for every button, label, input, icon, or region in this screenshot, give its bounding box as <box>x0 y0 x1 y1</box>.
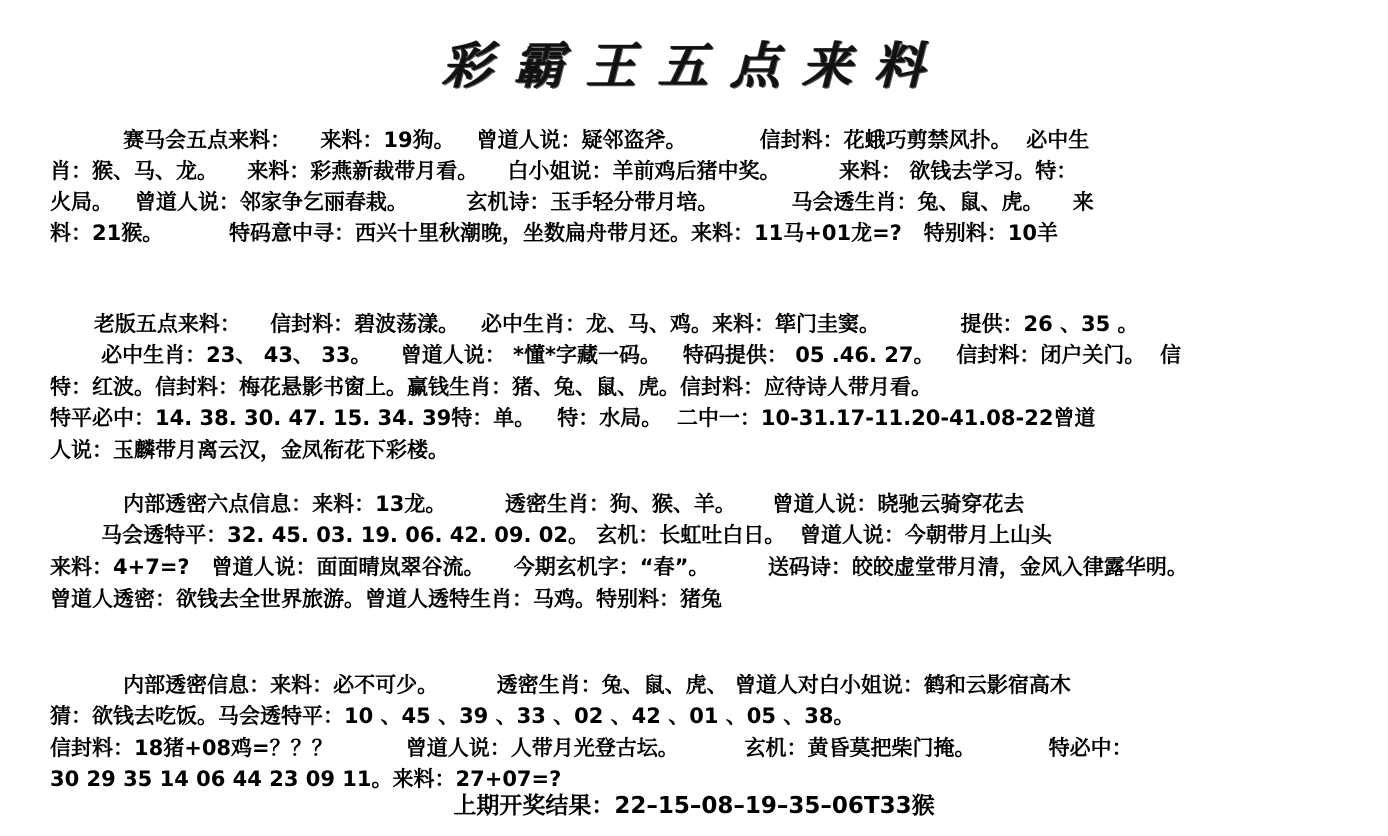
text-line-14: 内部透密信息：来料：必不可少。 透密生肖：兔、鼠、虎、 曾道人对白小姐说：鹤和云影宿高木 <box>50 673 1071 697</box>
text-line-6: 必中生肖：23、 43、 33。 曾道人说： *懂*字藏一码。 特码提供： 05 .46. 27。 信封料：闭户关门。 信 <box>50 343 1182 367</box>
text-line-8: 特平必中：14. 38. 30. 47. 15. 34. 39特：单。 特：水局。 二中一：10-31.17-11.20-41.08-22曾道 <box>50 406 1096 430</box>
previous-draw-result: 上期开奖结果：22–15–08–19–35–06T33猴 <box>453 793 935 819</box>
text-line-5: 老版五点来料： 信封料：碧波荡漾。 必中生肖：龙、马、鸡。来料：筚门圭窦。 提供：26 、35 。 <box>50 312 1139 336</box>
text-line-16: 信封料：18猪+08鸡=？？？ 曾道人说：人带月光登古坛。 玄机：黄昏莫把柴门掩。 特必中： <box>50 736 1133 760</box>
text-line-13: 曾道人透密：欲钱去全世界旅游。曾道人透特生肖：马鸡。特别料：猪兔 <box>50 587 722 611</box>
text-line-7: 特：红波。信封料：梅花悬影书窗上。赢钱生肖：猪、兔、鼠、虎。信封料：应待诗人带月看。 <box>50 375 932 399</box>
text-line-11: 马会透特平：32. 45. 03. 19. 06. 42. 09. 02。 玄机：长虹吐白日。 曾道人说：今朝带月上山头 <box>50 523 1052 547</box>
text-line-4: 料：21猴。 特码意中寻：西兴十里秋潮晚，坐数扁舟带月还。来料：11马+01龙=? 特别料：10羊 <box>50 221 1058 245</box>
page-title: 彩霸王五点来料 <box>442 36 946 95</box>
text-line-2: 肖：猴、马、龙。 来料：彩燕新裁带月看。 白小姐说：羊前鸡后猪中奖。 来料： 欲钱去学习。特： <box>50 159 1078 183</box>
text-line-10: 内部透密六点信息：来料：13龙。 透密生肖：狗、猴、羊。 曾道人说：晓驰云骑穿花去 <box>50 492 1025 516</box>
text-line-17: 30 29 35 14 06 44 23 09 11。来料：27+07=? <box>50 767 562 791</box>
text-line-1: 赛马会五点来料： 来料：19狗。 曾道人说：疑邻盗斧。 信封料：花蛾巧剪禁风扑。 必中生 <box>50 128 1090 152</box>
text-line-9: 人说：玉麟带月离云汉，金凤衔花下彩楼。 <box>50 438 449 462</box>
text-line-3: 火局。 曾道人说：邻家争乞丽春栽。 玄机诗：玉手轻分带月培。 马会透生肖：兔、鼠、虎。 来 <box>50 190 1094 214</box>
text-line-12: 来料：4+7=? 曾道人说：面面晴岚翠谷流。 今期玄机字：“春”。 送码诗：皎皎虚堂带月清，金风入律露华明。 <box>50 555 1188 579</box>
text-line-15: 猜：欲钱去吃饭。马会透特平：10 、45 、39 、33 、02 、42 、01 、05 、38。 <box>50 704 855 728</box>
